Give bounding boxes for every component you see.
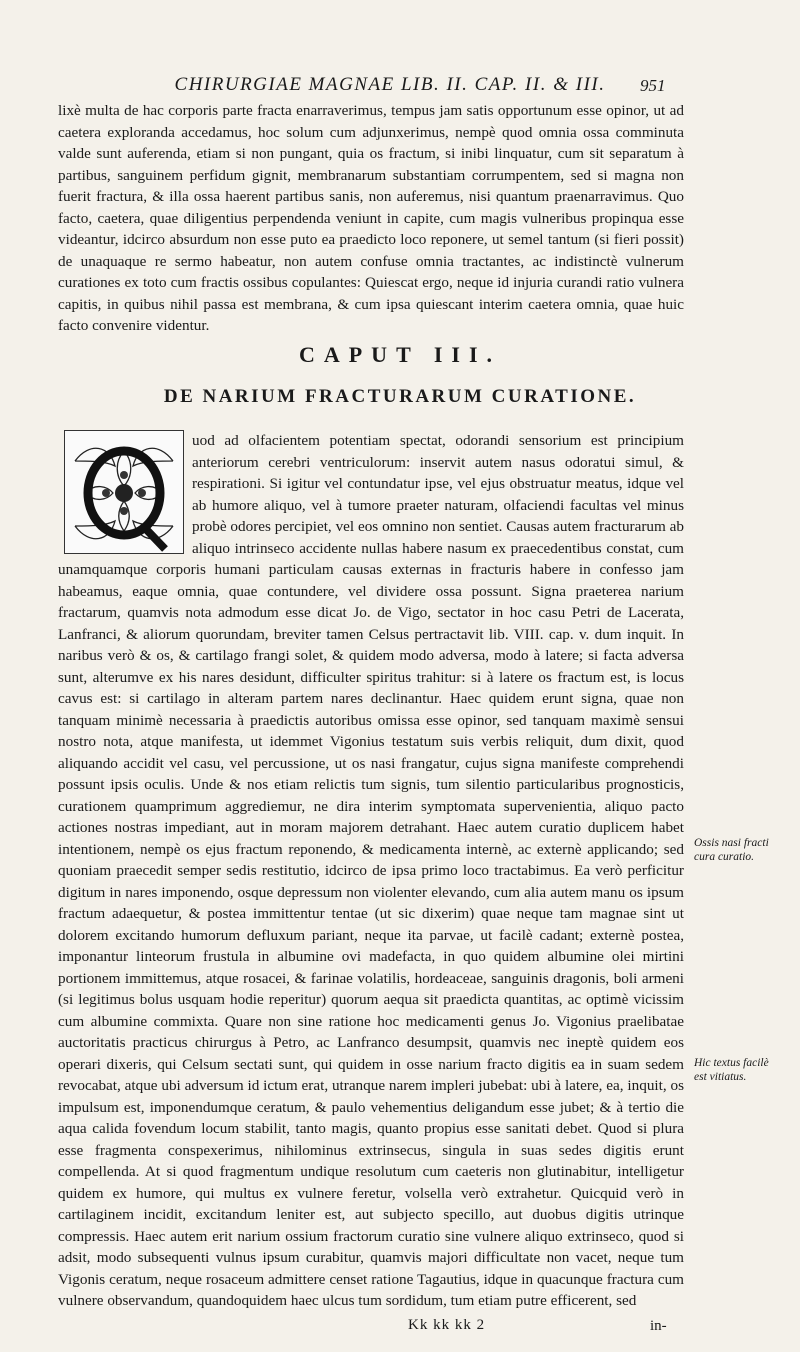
margin-note-1: Ossis nasi fracti cura curatio. <box>694 837 769 863</box>
chapter-title: DE NARIUM FRACTURARUM CURATIONE. <box>163 386 637 407</box>
main-paragraph-text: uod ad olfacientem potentiam spectat, odorandi sensorium est principium anteriorum cerebri ventriculorum: inservit autem nasus odoratui simul, & respirationi. Si igitur vel contundatur ipse, vel ejus obstruatur meatus, idque vel ab humore aliquo, vel à tumore praeter naturam, olfaciendi facultas vel minus probè odores percipiet, vel eos omnino non sentiet. Causas autem fracturarum ab aliquo intrinseco accidente nullas habere nasum ex praecedentibus constat, cum unamquamque corporis humani particulam causas externas in fracturis habere in confesso jam habeamus, eaque omnia, quae contundere, vel dividere ossa possunt. Signa praeterea narium fractarum, quamvis nota admodum esse dicat Jo. de Vigo, sectator in hoc casu Petri de Lacerata, Lanfranci, & aliorum quorundam, breviter tamen Celsus pertractavit lib. VIII. cap. v. dum inquit. In naribus verò & os, & cartilago frangi solet, & quidem modo adversa, modo à latere; si facta adversa sunt, alterumve ex his nares desidunt, difficulter spiritus trahitur: si à latere os fractum est, is locus cavus est: si cartilago in alteram partem nares declinantur. Haec quidem erunt signa, quae non tanquam minimè necessaria à praedictis autoribus omissa esse opinor, sed tanquam maximè sensui nostro nota, atque manifesta, ut idemmet Vigonius testatum suis verbis reliquit, dum dixit, quod aliquando accidit vel casu, vel percussione, ut os nasi frangatur, cujus signa manifeste comprehendi possunt ipsis oculis. Unde & nos etiam relictis tum signis, tum silentio particularibus prognosticis, curationem quamprimum aggrediemur, ne dira interim symptomata supervenientia, aliquo pacto actiones nostras impediant, aut in moram majorem detrahant. Haec autem curatio duplicem habet intentionem, nempè os ejus fractum reponendo, & medicamenta internè, ac externè applicando; sed quoniam praecedit semper sedis restitutio, idcirco de ipsa primo loco tractabimus. Ea verò perficitur digitum in nares imponendo, osque depressum non violenter elevando, cum alia autem manu os ipsum fractum adaequetur, & postea immittentur tentae (ut sic dixerim) quae neque tam magnae sint ut dolorem excitando humorum defluxum pariant, neque ita parvae, ut facilè cadant; externè postea, imponantur linteorum frustula in albumine ovi madefacta, in quo quidem albumine olei mirtini portionem immittemus, atque rosacei, & farinae volatilis, hordeaceae, sanguinis dragonis, boli armeni (si legitimus bolus usquam hodie reperitur) quorum aequa sit praedicta quantitas, ac optimè vicissim cum albumine commixta. Quare non sine ratione hoc medicamenti genus Jo. Vigonius praelibatae auctoritatis practicus chirurgus à Petro, ac Lanfranco desumpsit, quamvis nec ineptè quidem eos operari dixeris, qui Celsum sectati sunt, qui quidem in osse narium fracto digitis ea in suam sedem revocabat, atque ubi adversum id ictum erat, utranque narem impleri jubebat: ubi à latere, ea, inquit, os impulsum est, imponendumque ceratum, & paulo vehementius deligandum esse jubet; & à tertio die aqua calida fovendum locum stabilit, tanto magis, quanto propius esse sanitati debet. Quod si plura esse fragmenta conspexerimus, nihilominus extrinsecus, singula in suas sedes digitis erunt compellenda. At si quod fragmentum undique resolutum cum caeteris non glutinabitur, intelligetur quidem ex humore, qui multus ex vulnere feretur, volsella verò extrahetur. Quicquid verò in cartilaginem incidit, excitandum leniter est, aut subjecto specillo, aut duobus digitis utrinque compressis. Haec autem erit narium ossium fractorum curatio sine vulnere aliquo extrinseco, quod si adsit, modo subsequenti vulnus ipsum curabitur, quamvis majori difficultate non vacet, neque tum Vigonis ceratum, neque rosaceum admittere censet ratione Tagautius, idque in quacunque fractura cum vulnere observandum, quandoquidem haec ulcus tum sordidum, tum etiam putre efficerent, sed <box>58 432 684 1309</box>
page-number: 951 <box>640 76 666 95</box>
intro-paragraph-text: lixè multa de hac corporis parte fracta enarraverimus, tempus jam satis opportunum esse opinor, ut ad caetera exploranda accedamus, hoc solum cum adjunxerimus, nempè quod omnia ossa comminuta valde sunt auferenda, etiam si non pungant, quia os fractum, si inibi linquatur, cum sit separatum à partibus, sanguinem perfidum gignit, membranarum substantiam corrumpentem, sed si magna non fuerit fractura, & illa ossa haerent partibus sanis, non auferemus, nisi quantum praenarravimus. Quo facto, caetera, quae diligentius perpendenda veniunt in capite, cum magis vulneribus propinqua esse videantur, idcirco absurdum non esse puto ea praedicto loco reponere, ut semel tantum (si fieri possit) de unaquaque re sermo habeatur, non autem confuse omnia tractantes, ac indistinctè vulnerum curationes ex toto cum fractis ossibus copulantes: Quiescat ergo, neque id injuria curandi ratio vulnera capitis, in quibus nihil passa est membrana, & cum ipsa quiescant interim caetera omnia, quae huic facto convenire videntur. <box>58 102 684 334</box>
chapter-heading: CAPUT III. <box>298 342 502 367</box>
main-paragraph <box>58 430 684 1312</box>
signature-mark: Kk kk kk 2 <box>408 1317 486 1333</box>
intro-paragraph <box>58 100 684 337</box>
floral-initial-icon <box>65 431 183 553</box>
catchword: in- <box>650 1318 667 1334</box>
margin-note-2: Hic textus facilè est vitiatus. <box>694 1057 769 1083</box>
decorated-initial <box>64 430 184 554</box>
running-title: CHIRURGIAE MAGNAE LIB. II. CAP. II. & III. <box>174 74 606 95</box>
